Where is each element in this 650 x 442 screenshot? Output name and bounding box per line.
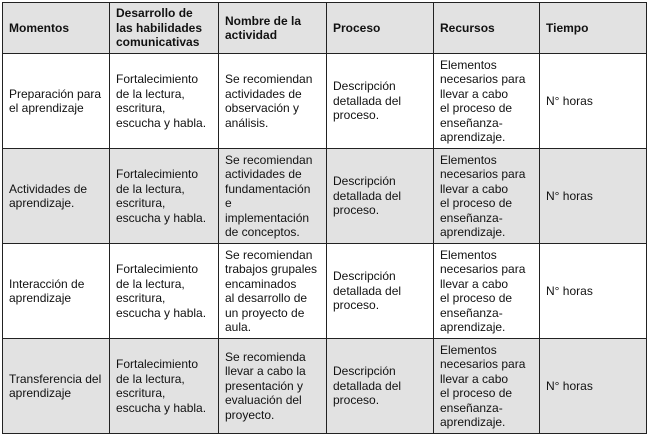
cell-actividad: Se recomiendan actividades de fundamentación e implementación de conceptos. bbox=[219, 149, 327, 244]
header-row bbox=[3, 3, 647, 54]
cell-recursos: Elementos necesarios para llevar a cabo el proceso de enseñanza- aprendizaje. bbox=[434, 54, 540, 149]
cell-momento: Actividades de aprendizaje. bbox=[3, 149, 110, 244]
cell-actividad: Se recomiendan trabajos grupales encaminados al desarrollo de un proyecto de aula. bbox=[219, 244, 327, 339]
cell-habilidades: Fortalecimiento de la lectura, escritura, escucha y habla. bbox=[110, 339, 219, 434]
cell-recursos: Elementos necesarios para llevar a cabo el proceso de enseñanza- aprendizaje. bbox=[434, 244, 540, 339]
cell-tiempo: N° horas bbox=[540, 54, 647, 149]
cell-momento: Transferencia del aprendizaje bbox=[3, 339, 110, 434]
header-recursos: Recursos bbox=[434, 3, 540, 54]
header-nombre: Nombre de la actividad bbox=[219, 3, 327, 54]
cell-momento: Interacción de aprendizaje bbox=[3, 244, 110, 339]
cell-tiempo: N° horas bbox=[540, 149, 647, 244]
cell-proceso: Descripción detallada del proceso. bbox=[327, 54, 434, 149]
cell-habilidades: Fortalecimiento de la lectura, escritura, escucha y habla. bbox=[110, 149, 219, 244]
header-momentos: Momentos bbox=[3, 3, 110, 54]
header-tiempo: Tiempo bbox=[540, 3, 647, 54]
cell-momento: Preparación para el aprendizaje bbox=[3, 54, 110, 149]
table-row bbox=[3, 244, 647, 339]
cell-proceso: Descripción detallada del proceso. bbox=[327, 339, 434, 434]
cell-recursos: Elementos necesarios para llevar a cabo el proceso de enseñanza- aprendizaje. bbox=[434, 149, 540, 244]
table-row bbox=[3, 339, 647, 434]
header-desarrollo: Desarrollo de las habilidades comunicativas bbox=[110, 3, 219, 54]
cell-proceso: Descripción detallada del proceso. bbox=[327, 244, 434, 339]
header-proceso: Proceso bbox=[327, 3, 434, 54]
cell-proceso: Descripción detallada del proceso. bbox=[327, 149, 434, 244]
cell-habilidades: Fortalecimiento de la lectura, escritura, escucha y habla. bbox=[110, 54, 219, 149]
table-row bbox=[3, 149, 647, 244]
cell-tiempo: N° horas bbox=[540, 244, 647, 339]
cell-recursos: Elementos necesarios para llevar a cabo el proceso de enseñanza- aprendizaje. bbox=[434, 339, 540, 434]
cell-tiempo: N° horas bbox=[540, 339, 647, 434]
cell-actividad: Se recomiendan actividades de observación y análisis. bbox=[219, 54, 327, 149]
cell-habilidades: Fortalecimiento de la lectura, escritura, escucha y habla. bbox=[110, 244, 219, 339]
table-row bbox=[3, 54, 647, 149]
activities-table bbox=[2, 2, 647, 434]
cell-actividad: Se recomienda llevar a cabo la presentación y evaluación del proyecto. bbox=[219, 339, 327, 434]
